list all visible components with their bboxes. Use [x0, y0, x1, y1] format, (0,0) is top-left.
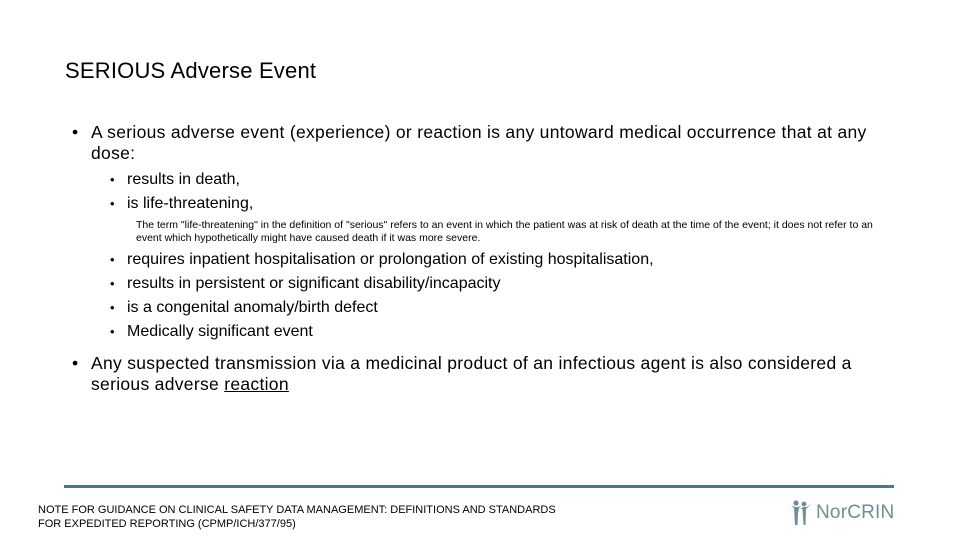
- bullet-marker: •: [110, 276, 115, 291]
- bullet-marker: •: [72, 122, 79, 142]
- main-bullet-text: [91, 353, 902, 395]
- bullet-marker: •: [110, 196, 115, 211]
- sub-bullet-text: is a congenital anomaly/birth defect: [127, 299, 378, 316]
- slide-title: SERIOUS Adverse Event: [65, 58, 317, 83]
- norcrin-logo: [790, 497, 902, 529]
- sub-bullet: [110, 194, 890, 214]
- footer-reference-line: FOR EXPEDITED REPORTING (CPMP/ICH/377/95): [38, 518, 296, 530]
- bullet-marker: •: [110, 252, 115, 267]
- sub-bullet-text: results in death,: [127, 171, 240, 188]
- main-bullet-text-body: Any suspected transmission via a medicinal product of an infectious agent is also considered a serious adverse: [91, 353, 852, 394]
- bullet-marker: •: [110, 324, 115, 339]
- sub-bullet: [110, 322, 890, 342]
- main-bullet: [72, 353, 902, 395]
- life-threatening-note: The term "life-threatening" in the definition of "serious" refers to an event in which the patient was at risk of death at the time of the event; it does not refer to an event which hypothetically might have caused death if it was more severe.: [136, 219, 873, 244]
- footer-divider: [64, 485, 894, 488]
- sub-bullet-text: is life-threatening,: [127, 195, 254, 212]
- sub-bullet-text: requires inpatient hospitalisation or prolongation of existing hospitalisation,: [127, 251, 654, 268]
- sub-bullet: [110, 274, 890, 294]
- footer-reference-line: NOTE FOR GUIDANCE ON CLINICAL SAFETY DATA MANAGEMENT: DEFINITIONS AND STANDARDS: [38, 504, 556, 516]
- main-bullet: [72, 122, 902, 164]
- sub-bullet-text: Medically significant event: [127, 323, 313, 340]
- bullet-marker: •: [110, 172, 115, 187]
- footer-reference: [38, 503, 738, 531]
- people-logo-icon: [790, 499, 814, 527]
- bullet-marker: •: [110, 300, 115, 315]
- main-bullet-text: A serious adverse event (experience) or reaction is any untoward medical occurrence that at any dose:: [91, 122, 867, 163]
- sub-bullet-text: results in persistent or significant disability/incapacity: [127, 275, 501, 292]
- sub-bullet: [110, 250, 890, 270]
- sub-bullet: [110, 170, 890, 190]
- reaction-link[interactable]: reaction: [224, 374, 289, 394]
- logo-text: NorCRIN: [816, 502, 895, 523]
- bullet-marker: •: [72, 353, 79, 373]
- sub-bullet: [110, 298, 890, 318]
